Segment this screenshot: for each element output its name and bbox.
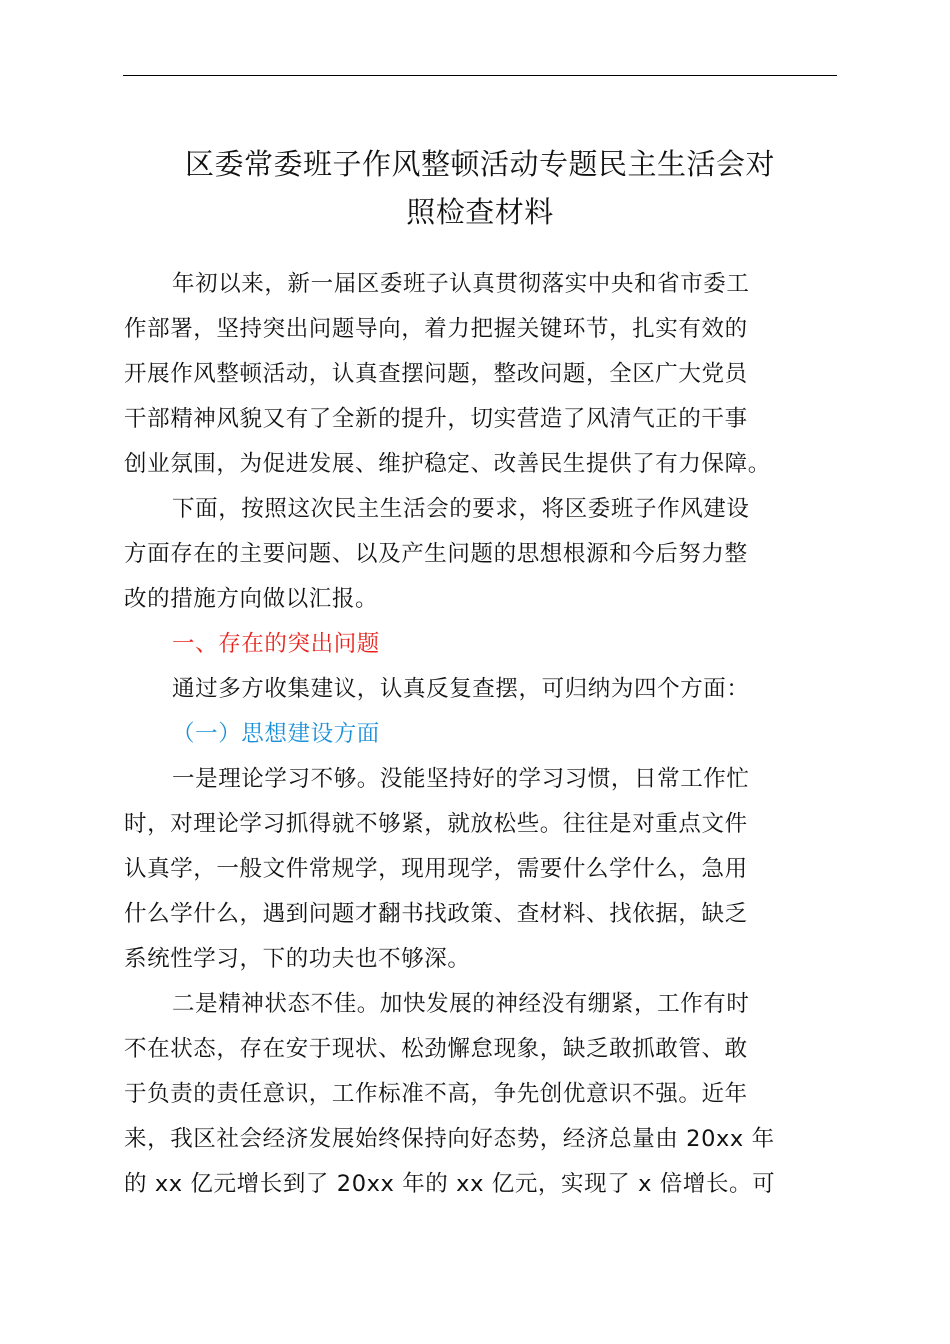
- text-line: 于负责的责任意识，工作标准不高，争先创优意识不强。近年: [124, 1081, 748, 1107]
- text-line: 什么学什么，遇到问题才翻书找政策、查材料、找依据，缺乏: [124, 901, 748, 927]
- text-line: 方面存在的主要问题、以及产生问题的思想根源和今后努力整: [124, 541, 748, 567]
- subsection-heading-ideology: [124, 712, 840, 757]
- text-line: 认真学，一般文件常规学，现用现学，需要什么学什么，急用: [124, 856, 748, 882]
- title-line: 照检查材料: [406, 195, 554, 229]
- text-line: 一是理论学习不够。没能坚持好的学习习惯，日常工作忙: [172, 766, 750, 792]
- header-rule: [123, 75, 837, 76]
- text-line: 开展作风整顿活动，认真查摆问题，整改问题，全区广大党员: [124, 361, 748, 387]
- text-line: 时，对理论学习抓得就不够紧，就放松些。往往是对重点文件: [124, 811, 748, 837]
- heading-text: 一、存在的突出问题: [172, 631, 380, 657]
- paragraph-point-one: [124, 757, 840, 982]
- document-body: [124, 262, 840, 1207]
- paragraph-intro: [124, 262, 840, 487]
- text-line: 通过多方收集建议，认真反复查摆，可归纳为四个方面：: [172, 676, 750, 702]
- text-line: 创业氛围，为促进发展、维护稳定、改善民生提供了有力保障。: [124, 451, 771, 477]
- text-line: 作部署，坚持突出问题导向，着力把握关键环节，扎实有效的: [124, 316, 748, 342]
- text-line: 的 xx 亿元增长到了 20xx 年的 xx 亿元，实现了 x 倍增长。可: [124, 1171, 776, 1197]
- section-heading-problems: [124, 622, 840, 667]
- text-line: 二是精神状态不佳。加快发展的神经没有绷紧，工作有时: [172, 991, 750, 1017]
- heading-text: （一）思想建设方面: [172, 721, 380, 747]
- paragraph-point-two: [124, 982, 840, 1207]
- paragraph-report-scope: [124, 487, 840, 622]
- paragraph-summary: [124, 667, 840, 712]
- text-line: 来，我区社会经济发展始终保持向好态势，经济总量由 20xx 年: [124, 1126, 775, 1152]
- text-line: 改的措施方向做以汇报。: [124, 586, 379, 612]
- text-line: 不在状态，存在安于现状、松劲懈怠现象，缺乏敢抓敢管、敢: [124, 1036, 748, 1062]
- document-title: [120, 140, 840, 236]
- text-line: 下面，按照这次民主生活会的要求，将区委班子作风建设: [172, 496, 750, 522]
- text-line: 干部精神风貌又有了全新的提升，切实营造了风清气正的干事: [124, 406, 748, 432]
- title-line: 区委常委班子作风整顿活动专题民主生活会对: [184, 147, 775, 181]
- text-line: 年初以来，新一届区委班子认真贯彻落实中央和省市委工: [172, 271, 750, 297]
- text-line: 系统性学习，下的功夫也不够深。: [124, 946, 471, 972]
